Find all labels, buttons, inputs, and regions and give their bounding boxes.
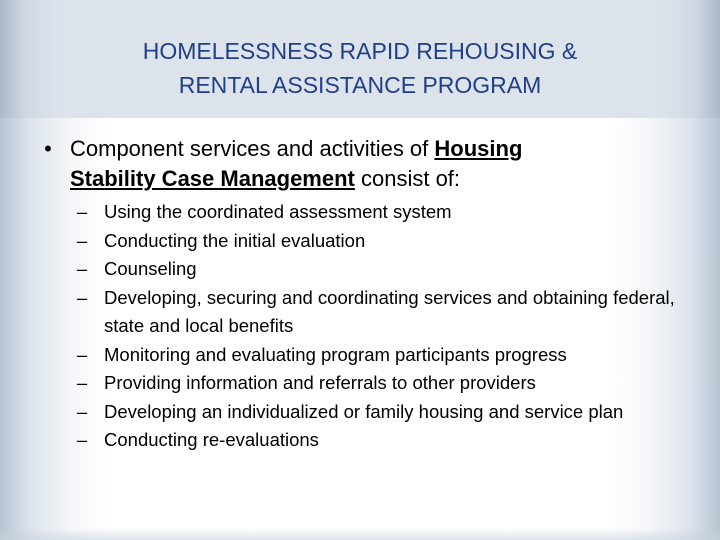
sub-bullet-item xyxy=(36,255,686,284)
sub-bullet-text: Providing information and referrals to other providers xyxy=(104,372,536,393)
sub-bullet-text: Developing an individualized or family housing and service plan xyxy=(104,400,624,422)
main-bullet-underlined-2: Stability Case Management xyxy=(70,166,355,191)
slide-title xyxy=(40,34,680,102)
bullet-marker: • xyxy=(44,136,52,161)
dash-marker: – xyxy=(76,400,88,422)
sub-bullet-item xyxy=(36,284,686,341)
main-bullet xyxy=(36,134,686,194)
sub-bullet-text: Counseling xyxy=(104,258,197,279)
sub-bullet-item xyxy=(36,227,686,256)
slide-body xyxy=(36,134,686,455)
dash-marker: – xyxy=(76,372,88,393)
bottom-edge-shading xyxy=(0,528,720,540)
main-bullet-text-before: Component services and activities of xyxy=(70,136,435,161)
sub-bullet-item xyxy=(36,398,686,427)
slide-title-line-1: HOMELESSNESS RAPID REHOUSING & xyxy=(142,38,578,64)
main-bullet-text-after: consist of: xyxy=(354,166,461,191)
sub-bullet-text: Conducting the initial evaluation xyxy=(104,229,366,251)
dash-marker: – xyxy=(76,343,88,365)
dash-marker: – xyxy=(76,286,88,308)
sub-bullet-item xyxy=(36,198,686,227)
title-banner xyxy=(0,0,720,118)
sub-bullet-text: Monitoring and evaluating program participants progress xyxy=(104,343,567,365)
sub-bullet-item xyxy=(36,341,686,370)
dash-marker: – xyxy=(76,258,88,279)
dash-marker: – xyxy=(76,429,88,450)
dash-marker: – xyxy=(76,229,88,251)
sub-bullet-list xyxy=(36,198,686,455)
slide-title-line-2: RENTAL ASSISTANCE PROGRAM xyxy=(178,72,542,98)
main-bullet-underlined-1: Housing xyxy=(434,136,523,161)
sub-bullet-text: Using the coordinated assessment system xyxy=(104,201,452,222)
sub-bullet-text: Developing, securing and coordinating services and obtaining federal, state and local benefits xyxy=(104,286,675,336)
sub-bullet-item xyxy=(36,369,686,398)
dash-marker: – xyxy=(76,201,88,222)
sub-bullet-text: Conducting re-evaluations xyxy=(104,429,319,450)
sub-bullet-item xyxy=(36,426,686,455)
